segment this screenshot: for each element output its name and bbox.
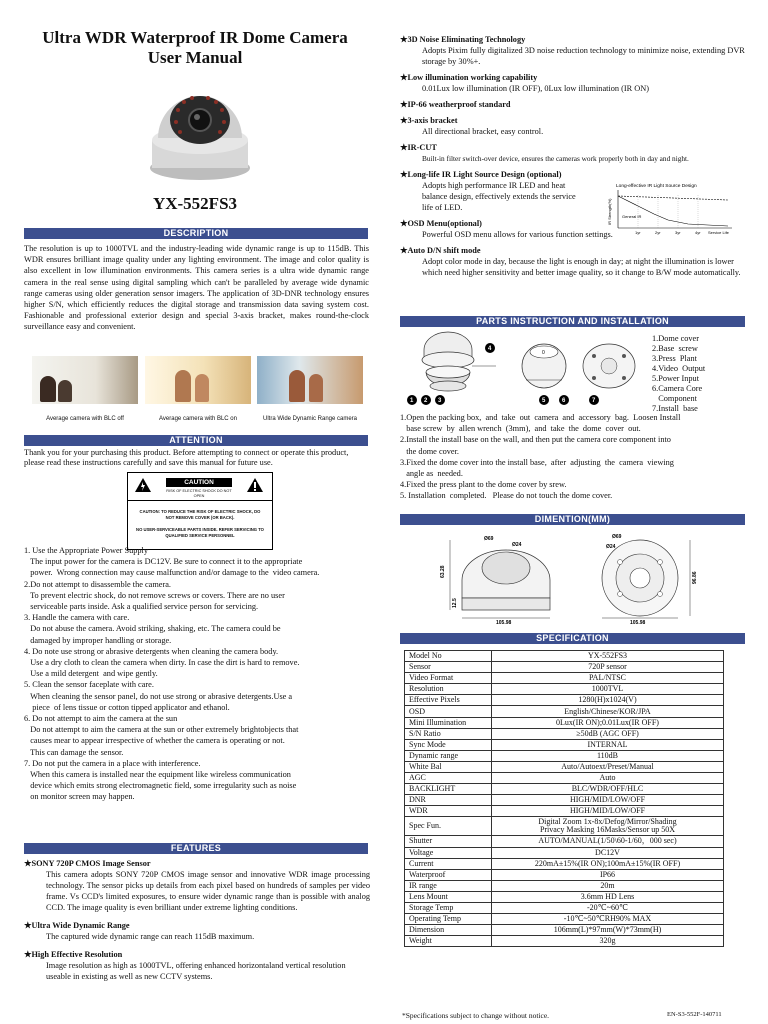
spec-key: Shutter xyxy=(405,836,492,847)
caution-sub: RISK OF ELECTRIC SHOCK DO NOT OPEN xyxy=(166,489,232,498)
callout: 7 xyxy=(592,398,596,404)
caution-label-box xyxy=(127,472,273,550)
caution-label: CAUTION xyxy=(166,478,232,487)
spec-key: WDR xyxy=(405,806,492,817)
spec-key: White Bal xyxy=(405,761,492,772)
list-item: When this camera is installed near the equipment like wireless communication xyxy=(24,770,291,780)
list-item: 1.Dome cover xyxy=(652,334,699,343)
spec-key: Mini Illumination xyxy=(405,717,492,728)
spec-value: English/Chinese/KOR/JPA xyxy=(492,706,724,717)
spec-value: 0Lux(IR ON);0.01Lux(IR OFF) xyxy=(492,717,724,728)
table-row xyxy=(405,869,724,880)
list-item: 5.Power Input xyxy=(652,374,700,383)
list-item: 1.Open the packing box, and take out camera and accessory bag. Loosen Install xyxy=(400,413,681,422)
spec-value: 20m xyxy=(492,880,724,891)
spec-value: -10℃~50℃RH90% MAX xyxy=(492,914,724,925)
photo-blc-on xyxy=(145,356,251,404)
callout: 2 xyxy=(424,398,428,404)
spec-value: IP66 xyxy=(492,869,724,880)
callout: 5 xyxy=(542,398,546,404)
ir-life-chart xyxy=(608,180,734,236)
feature-body: 0.01Lux low illumination (IR OFF), 0Lux low illumination (IR ON) xyxy=(422,84,650,93)
list-item: 2.Do not attempt to disassemble the camera. xyxy=(24,579,171,589)
list-item: 4.Video Output xyxy=(652,364,706,373)
feature-title: ★OSD Menu(optional) xyxy=(400,219,482,228)
dim-label: 96.86 xyxy=(692,571,698,584)
feature-body: Image resolution as high as 1000TVL, offering enhanced horizontaland vertical resolution useable in existing as well as new CCTV systems. xyxy=(46,961,346,981)
list-item: Use a mild detergent and wipe gently. xyxy=(24,669,158,679)
spec-value: Auto/Autoext/Preset/Manual xyxy=(492,761,724,772)
callout: 4 xyxy=(488,346,492,352)
list-item: 7.Install base xyxy=(652,404,698,413)
star-icon: ★ xyxy=(400,35,408,44)
spec-value: 1000TVL xyxy=(492,684,724,695)
features-left-list xyxy=(24,858,370,982)
table-row xyxy=(405,806,724,817)
dim-label: Ø69 xyxy=(484,536,494,542)
feature-body: Adopts Pixim fully digitalized 3D noise reduction technology to minimize noise, extending DVR storage by 30%+. xyxy=(422,46,745,66)
list-item: When cleaning the sensor panel, do not use strong or abrasive detergents.Use a xyxy=(24,691,293,701)
list-item: on monitor screen may happen. xyxy=(24,792,135,802)
list-item: 6.Camera Core xyxy=(652,384,703,393)
dim-label: 105.98 xyxy=(630,620,646,626)
description-heading: DESCRIPTION xyxy=(24,228,368,239)
list-item: causes mear to appear irrespective of whether the camera is operating or not. xyxy=(24,736,285,746)
spec-value: INTERNAL xyxy=(492,739,724,750)
model-number: YX-552FS3 xyxy=(152,194,238,213)
star-icon: ★ xyxy=(400,246,408,255)
dim-label: 12.5 xyxy=(452,598,458,608)
spec-key: IR range xyxy=(405,880,492,891)
list-item: 3.Fixed the dome cover into the install base, after adjusting the camera viewing xyxy=(400,457,674,467)
feature-body: Adopt color mode in day, because the light is enough in day; at night the illumination is lower which need higher sensitivity and better image quality, so it change to B/W mode automatically. xyxy=(422,257,741,277)
feature-title: ★IP-66 weatherproof standard xyxy=(400,100,511,109)
svg-text:0: 0 xyxy=(542,350,545,356)
warning-lightning-icon xyxy=(134,477,152,493)
spec-value: 1280(H)x1024(V) xyxy=(492,695,724,706)
table-row xyxy=(405,761,724,772)
feature-body: This camera adopts SONY 720P CMOS image sensor and innovative WDR image processing technology. The sensor picks up details from each pixel based on hundreds of samples per video frame. Vs CCD's limited exposures, to ensure wider dynamic range than is possible with analog CCD. The image quality is even brilliant under extreme lighting conditions. xyxy=(46,870,370,912)
table-row xyxy=(405,891,724,902)
spec-key: Dimension xyxy=(405,925,492,936)
star-icon: ★ xyxy=(400,100,408,109)
spec-key: BACKLIGHT xyxy=(405,784,492,795)
list-item: serviceable parts inside. Ask a qualified service person for servicing. xyxy=(24,602,259,612)
table-row xyxy=(405,836,724,847)
spec-key: OSD xyxy=(405,706,492,717)
ir-chart-title: Long-effective IR Light Source Design xyxy=(616,184,697,189)
list-item: 5. Installation completed. Please do not touch the dome cover. xyxy=(400,491,613,501)
feature-title: ★Auto D/N shift mode xyxy=(400,246,481,255)
photo-wdr xyxy=(257,356,363,404)
spec-value: DC12V xyxy=(492,847,724,858)
spec-key: Resolution xyxy=(405,684,492,695)
spec-value: 220mA±15%(IR ON);100mA±15%(IR OFF) xyxy=(492,858,724,869)
photo-caption: Average camera with BLC on xyxy=(159,416,237,422)
ir-chart-tick: 2yr xyxy=(655,230,661,235)
feature-title: ★IR-CUT xyxy=(400,143,437,152)
feature-title: ★Ultra Wide Dynamic Range xyxy=(24,921,130,930)
spec-value: 3.6mm HD Lens xyxy=(492,891,724,902)
table-row xyxy=(405,880,724,891)
ir-chart-xlabel: Service Life xyxy=(708,230,729,235)
star-icon: ★ xyxy=(400,116,408,125)
star-icon: ★ xyxy=(400,143,408,152)
warning-exclamation-icon xyxy=(246,477,264,493)
attention-heading: ATTENTION xyxy=(24,435,368,446)
ir-chart-tick: 4yr xyxy=(695,230,701,235)
feature-title: ★3-axis bracket xyxy=(400,116,458,125)
list-item: 6. Do not attempt to aim the camera at the sun xyxy=(24,714,178,724)
spec-key: Effective Pixels xyxy=(405,695,492,706)
spec-heading: SPECIFICATION xyxy=(400,633,745,644)
table-row xyxy=(405,739,724,750)
spec-key: Video Format xyxy=(405,673,492,684)
callout: 6 xyxy=(562,398,566,404)
feature-body: Adopts high performance IR LED and heat balance design, effectively extends the service life of LED. xyxy=(422,181,576,212)
spec-value: HIGH/MID/LOW/OFF xyxy=(492,795,724,806)
list-item: 2.Install the install base on the wall, and then put the camera core component into xyxy=(400,435,671,445)
dim-label: 63.28 xyxy=(440,565,446,578)
feature-title: ★Long-life IR Light Source Design (optional) xyxy=(400,170,562,179)
spec-value: -20℃~60℃ xyxy=(492,902,724,913)
spec-table xyxy=(404,650,724,947)
table-row xyxy=(405,651,724,662)
table-row xyxy=(405,795,724,806)
list-item: Do not attempt to aim the camera at the sun or other extremely brightobjects that xyxy=(24,725,299,735)
list-item: power. Wrong connection may cause malfunction and/or damage to the video camera. xyxy=(24,568,320,578)
star-icon: ★ xyxy=(400,219,408,228)
spec-key: Voltage xyxy=(405,847,492,858)
table-row xyxy=(405,902,724,913)
spec-table-wrap xyxy=(404,650,724,947)
list-item: 4.Fixed the press plant to the dome cover by srew. xyxy=(400,480,567,490)
comparison-photos xyxy=(24,356,370,426)
feature-body: Built-in filter switch-over device, ensures the cameras work properly both in day and night. xyxy=(422,154,689,163)
feature-title: ★3D Noise Eliminating Technology xyxy=(400,35,526,44)
star-icon: ★ xyxy=(24,921,32,930)
caution-line-1: CAUTION: TO REDUCE THE RISK OF ELECTRIC SHOCK, DO NOT REMOVE COVER (OR BACK). xyxy=(139,509,261,520)
spec-value: PAL/NTSC xyxy=(492,673,724,684)
photo-caption: Ultra Wide Dynamic Range camera xyxy=(262,416,358,422)
callout: 3 xyxy=(438,398,442,404)
list-item: damaged by improper handling or storage. xyxy=(24,635,172,645)
list-item: 1. Use the Appropriate Power Supply xyxy=(24,546,148,555)
list-item: Use a dry cloth to clean the camera when dirty. In case the dirt is hard to remove. xyxy=(24,658,300,668)
dim-label: 105.98 xyxy=(496,620,512,626)
dimension-heading: DIMENTION(MM) xyxy=(400,514,745,525)
star-icon: ★ xyxy=(400,170,408,179)
feature-body: The captured wide dynamic range can reach 115dB maximum. xyxy=(46,932,255,941)
spec-key: AGC xyxy=(405,773,492,784)
footer-note: *Specifications subject to change without notice. xyxy=(402,1011,550,1020)
description-text: The resolution is up to 1000TVL and the industry-leading wide dynamic range is up to 115dB. This WDR ensures brilliant image quality under any lighting environment. The image and color quality is also excellent in low illumination environments. This camera series is a ultra wide dynamic range camera in the real sense using digital sampling which can't be paralleled by average wide dynamic range cameras using older generation sensor imagers. The application of 3D-DNR technology ensures higher S/N, which efficiently reduces the digital storage and transmission data saving system cost. Fashionable and professional exterior design and special 3-axis bracket, makes round-the-clock surveillance easy and convenient. xyxy=(24,244,369,332)
spec-key: S/N Ratio xyxy=(405,728,492,739)
spec-value: 106mm(L)*97mm(W)*73mm(H) xyxy=(492,925,724,936)
footer-code: EN-S3-552F-140711 xyxy=(667,1011,722,1018)
spec-key: DNR xyxy=(405,795,492,806)
table-row xyxy=(405,662,724,673)
feature-title: ★SONY 720P CMOS Image Sensor xyxy=(24,859,151,868)
list-item: The input power for the camera is DC12V. Be sure to connect it to the appropriate xyxy=(24,557,303,567)
attention-list xyxy=(24,545,372,803)
feature-title: ★Low illumination working capability xyxy=(400,73,538,82)
table-row xyxy=(405,817,724,836)
list-item: piece of lens tissue or cotton tipped applicator and ethanol. xyxy=(24,702,230,712)
ir-chart-label: General IR xyxy=(622,214,642,219)
install-steps xyxy=(400,412,750,502)
dim-label: Ø24 xyxy=(606,544,616,550)
list-item: 3. Handle the camera with care. xyxy=(24,613,130,623)
table-row xyxy=(405,773,724,784)
camera-product-image xyxy=(140,78,260,186)
table-row xyxy=(405,847,724,858)
spec-value: Digital Zoom 1x-8x/Defog/Mirror/Shading Privacy Masking 16Masks/Sensor up 50X xyxy=(492,817,724,836)
feature-body: Powerful OSD menu allows for various function settings. xyxy=(422,230,613,239)
spec-key: Operating Temp xyxy=(405,914,492,925)
list-item: Do not abuse the camera. Avoid striking, shaking, etc. The camera could be xyxy=(24,624,281,634)
table-row xyxy=(405,858,724,869)
table-row xyxy=(405,750,724,761)
list-item: 5. Clean the sensor faceplate with care. xyxy=(24,680,154,690)
spec-value: 720P sensor xyxy=(492,662,724,673)
ir-chart-tick: 3yr xyxy=(675,230,681,235)
list-item: 4. Do note use strong or abrasive detergents when cleaning the camera body. xyxy=(24,646,279,656)
spec-key: Sync Mode xyxy=(405,739,492,750)
spec-value: BLC/WDR/OFF/HLC xyxy=(492,784,724,795)
list-item: 2.Base screw xyxy=(652,344,698,353)
parts-heading: PARTS INSTRUCTION AND INSTALLATION xyxy=(400,316,745,327)
spec-key: Model No xyxy=(405,651,492,662)
table-row xyxy=(405,936,724,947)
spec-value: Auto xyxy=(492,773,724,784)
table-row xyxy=(405,673,724,684)
ir-chart-ylabel: IR Strength(%) xyxy=(607,198,612,225)
caution-line-2: NO USER-SERVICEABLE PARTS INSIDE. REFER SERVICING TO QUALIFIED SERVICE PERSONNEL xyxy=(136,527,264,538)
list-item: To prevent electric shock, do not remove screws or covers. There are no user xyxy=(24,590,285,600)
table-row xyxy=(405,684,724,695)
spec-key: Lens Mount xyxy=(405,891,492,902)
spec-value: YX-552FS3 xyxy=(492,651,724,662)
photo-blc-off xyxy=(32,356,138,404)
feature-body: All directional bracket, easy control. xyxy=(422,127,544,136)
table-row xyxy=(405,914,724,925)
list-item: 3.Press Plant xyxy=(652,354,697,363)
spec-value: 110dB xyxy=(492,750,724,761)
spec-value: AUTO/MANUAL(1/50\60-1/60，000 sec) xyxy=(492,836,724,847)
dim-label: Ø24 xyxy=(512,542,522,548)
list-item: device which emits strong electromagnetic field, some irregularity such as noise xyxy=(24,781,297,791)
table-row xyxy=(405,925,724,936)
spec-value: 320g xyxy=(492,936,724,947)
parts-diagram xyxy=(404,330,644,412)
spec-key: Current xyxy=(405,858,492,869)
spec-key: Spec Fun. xyxy=(405,817,492,836)
spec-key: Waterproof xyxy=(405,869,492,880)
callout: 1 xyxy=(410,398,414,404)
table-row xyxy=(405,728,724,739)
manual-title: Ultra WDR Waterproof IR Dome Camera User Manual xyxy=(42,28,348,67)
star-icon: ★ xyxy=(400,73,408,82)
spec-key: Weight xyxy=(405,936,492,947)
list-item: 7. Do not put the camera in a place with interference. xyxy=(24,758,201,768)
star-icon: ★ xyxy=(24,950,32,959)
list-item: angle as needed. xyxy=(400,469,463,479)
spec-value: HIGH/MID/LOW/OFF xyxy=(492,806,724,817)
list-item: the dome cover. xyxy=(400,446,459,456)
dimension-drawing xyxy=(440,528,740,624)
table-row xyxy=(405,717,724,728)
spec-value: ≥50dB (AGC OFF) xyxy=(492,728,724,739)
table-row xyxy=(405,695,724,706)
attention-intro: Thank you for your purchasing this product. Before attempting to connect or operate this product, please read these instructions carefully and save this manual for future use. xyxy=(24,448,349,467)
feature-title: ★High Effective Resolution xyxy=(24,950,123,959)
ir-chart-tick: 1yr xyxy=(635,230,641,235)
table-row xyxy=(405,706,724,717)
spec-key: Dynamic range xyxy=(405,750,492,761)
spec-key: Storage Temp xyxy=(405,902,492,913)
star-icon: ★ xyxy=(24,859,32,868)
list-item: This can damage the sensor. xyxy=(24,747,124,757)
photo-caption: Average camera with BLC off xyxy=(46,416,124,422)
dim-label: Ø69 xyxy=(612,534,622,540)
list-item: base screw by allen wrench (3mm), and take the dome cover out. xyxy=(400,424,641,434)
list-item: Component xyxy=(652,394,697,403)
spec-key: Sensor xyxy=(405,662,492,673)
features-heading: FEATURES xyxy=(24,843,368,854)
table-row xyxy=(405,784,724,795)
parts-list xyxy=(652,334,762,414)
features-right-list xyxy=(400,34,750,278)
